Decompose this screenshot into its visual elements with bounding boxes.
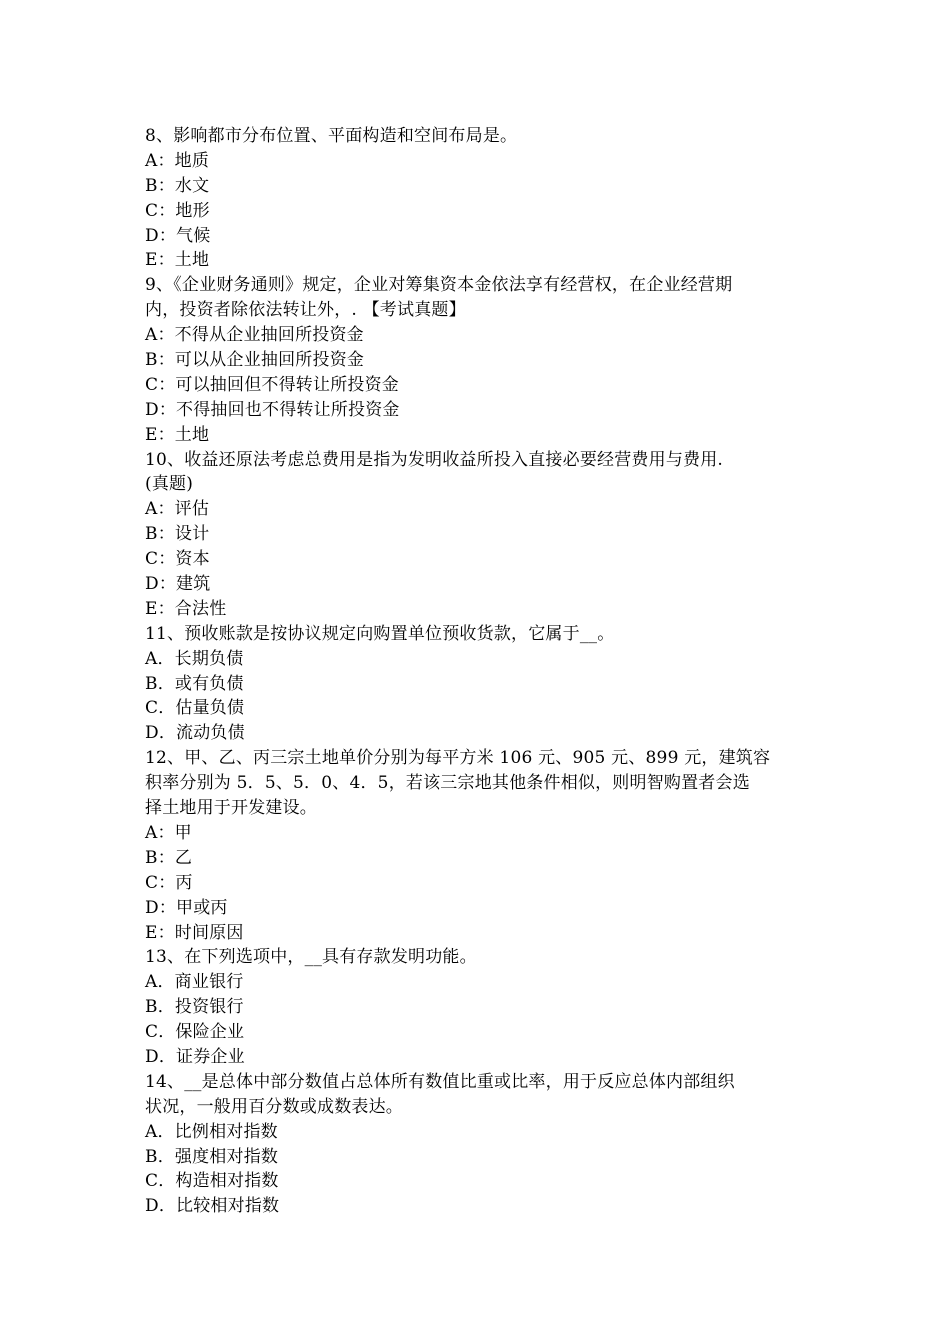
option-d: D．比较相对指数 [145, 1196, 280, 1217]
option-c: C：地形 [145, 200, 210, 221]
question-8 [145, 124, 810, 273]
option-a: A．商业银行 [145, 972, 244, 993]
question-text: 10、收益还原法考虑总费用是指为发明收益所投入直接必要经营费用与费用. [145, 449, 724, 470]
question-text-cont: 积率分别为 5．5、5．0、4．5，若该三宗地其他条件相似，则明智购置者会选 [145, 773, 750, 794]
option-d: D：建筑 [145, 574, 211, 595]
question-10 [145, 448, 810, 622]
option-c: C．估量负债 [145, 698, 245, 719]
question-14 [145, 1070, 810, 1219]
option-a: A：不得从企业抽回所投资金 [145, 325, 364, 346]
option-e: E：土地 [145, 250, 210, 271]
option-a: A：地质 [145, 150, 210, 171]
option-e: E：土地 [145, 424, 210, 445]
option-b: B：水文 [145, 175, 210, 196]
question-13 [145, 945, 810, 1069]
option-a: A．比例相对指数 [145, 1121, 278, 1142]
option-a: A．长期负债 [145, 648, 244, 669]
question-12 [145, 746, 810, 945]
question-text: 11、预收账款是按协议规定向购置单位预收货款，它属于__。 [145, 623, 615, 644]
question-text: 14、__是总体中部分数值占总体所有数值比重或比率，用于反应总体内部组织 [145, 1071, 735, 1092]
document-page [145, 124, 810, 1219]
option-a: A：甲 [145, 822, 192, 843]
question-text-cont: 择土地用于开发建设。 [145, 798, 317, 819]
option-b: B．强度相对指数 [145, 1146, 279, 1167]
option-d: D：气候 [145, 225, 211, 246]
question-text-cont: (真题) [145, 474, 194, 495]
option-b: B：可以从企业抽回所投资金 [145, 350, 365, 371]
option-a: A：评估 [145, 499, 210, 520]
option-b: B．或有负债 [145, 673, 244, 694]
option-b: B：乙 [145, 847, 193, 868]
question-text-cont: 内，投资者除依法转让外，. 【考试真题】 [145, 300, 466, 321]
option-c: C：丙 [145, 872, 193, 893]
option-d: D．流动负债 [145, 723, 245, 744]
option-b: B．投资银行 [145, 997, 244, 1018]
question-text: 12、甲、乙、丙三宗土地单价分别为每平方米 106 元、905 元、899 元，建筑容 [145, 748, 771, 769]
option-e: E：合法性 [145, 598, 227, 619]
question-text-cont: 状况，一般用百分数或成数表达。 [145, 1096, 403, 1117]
question-11 [145, 622, 810, 746]
option-d: D．证券企业 [145, 1046, 245, 1067]
question-9 [145, 273, 810, 447]
option-b: B：设计 [145, 524, 210, 545]
question-text: 13、在下列选项中，__具有存款发明功能。 [145, 947, 477, 968]
option-d: D：不得抽回也不得转让所投资金 [145, 399, 400, 420]
option-c: C．保险企业 [145, 1022, 245, 1043]
question-text: 8、影响都市分布位置、平面构造和空间布局是。 [145, 126, 518, 146]
option-c: C：资本 [145, 549, 210, 570]
option-e: E：时间原因 [145, 922, 244, 943]
option-d: D：甲或丙 [145, 897, 228, 918]
option-c: C：可以抽回但不得转让所投资金 [145, 374, 400, 395]
question-text: 9、《企业财务通则》规定，企业对筹集资本金依法享有经营权，在企业经营期 [145, 275, 733, 296]
option-c: C．构造相对指数 [145, 1171, 279, 1192]
